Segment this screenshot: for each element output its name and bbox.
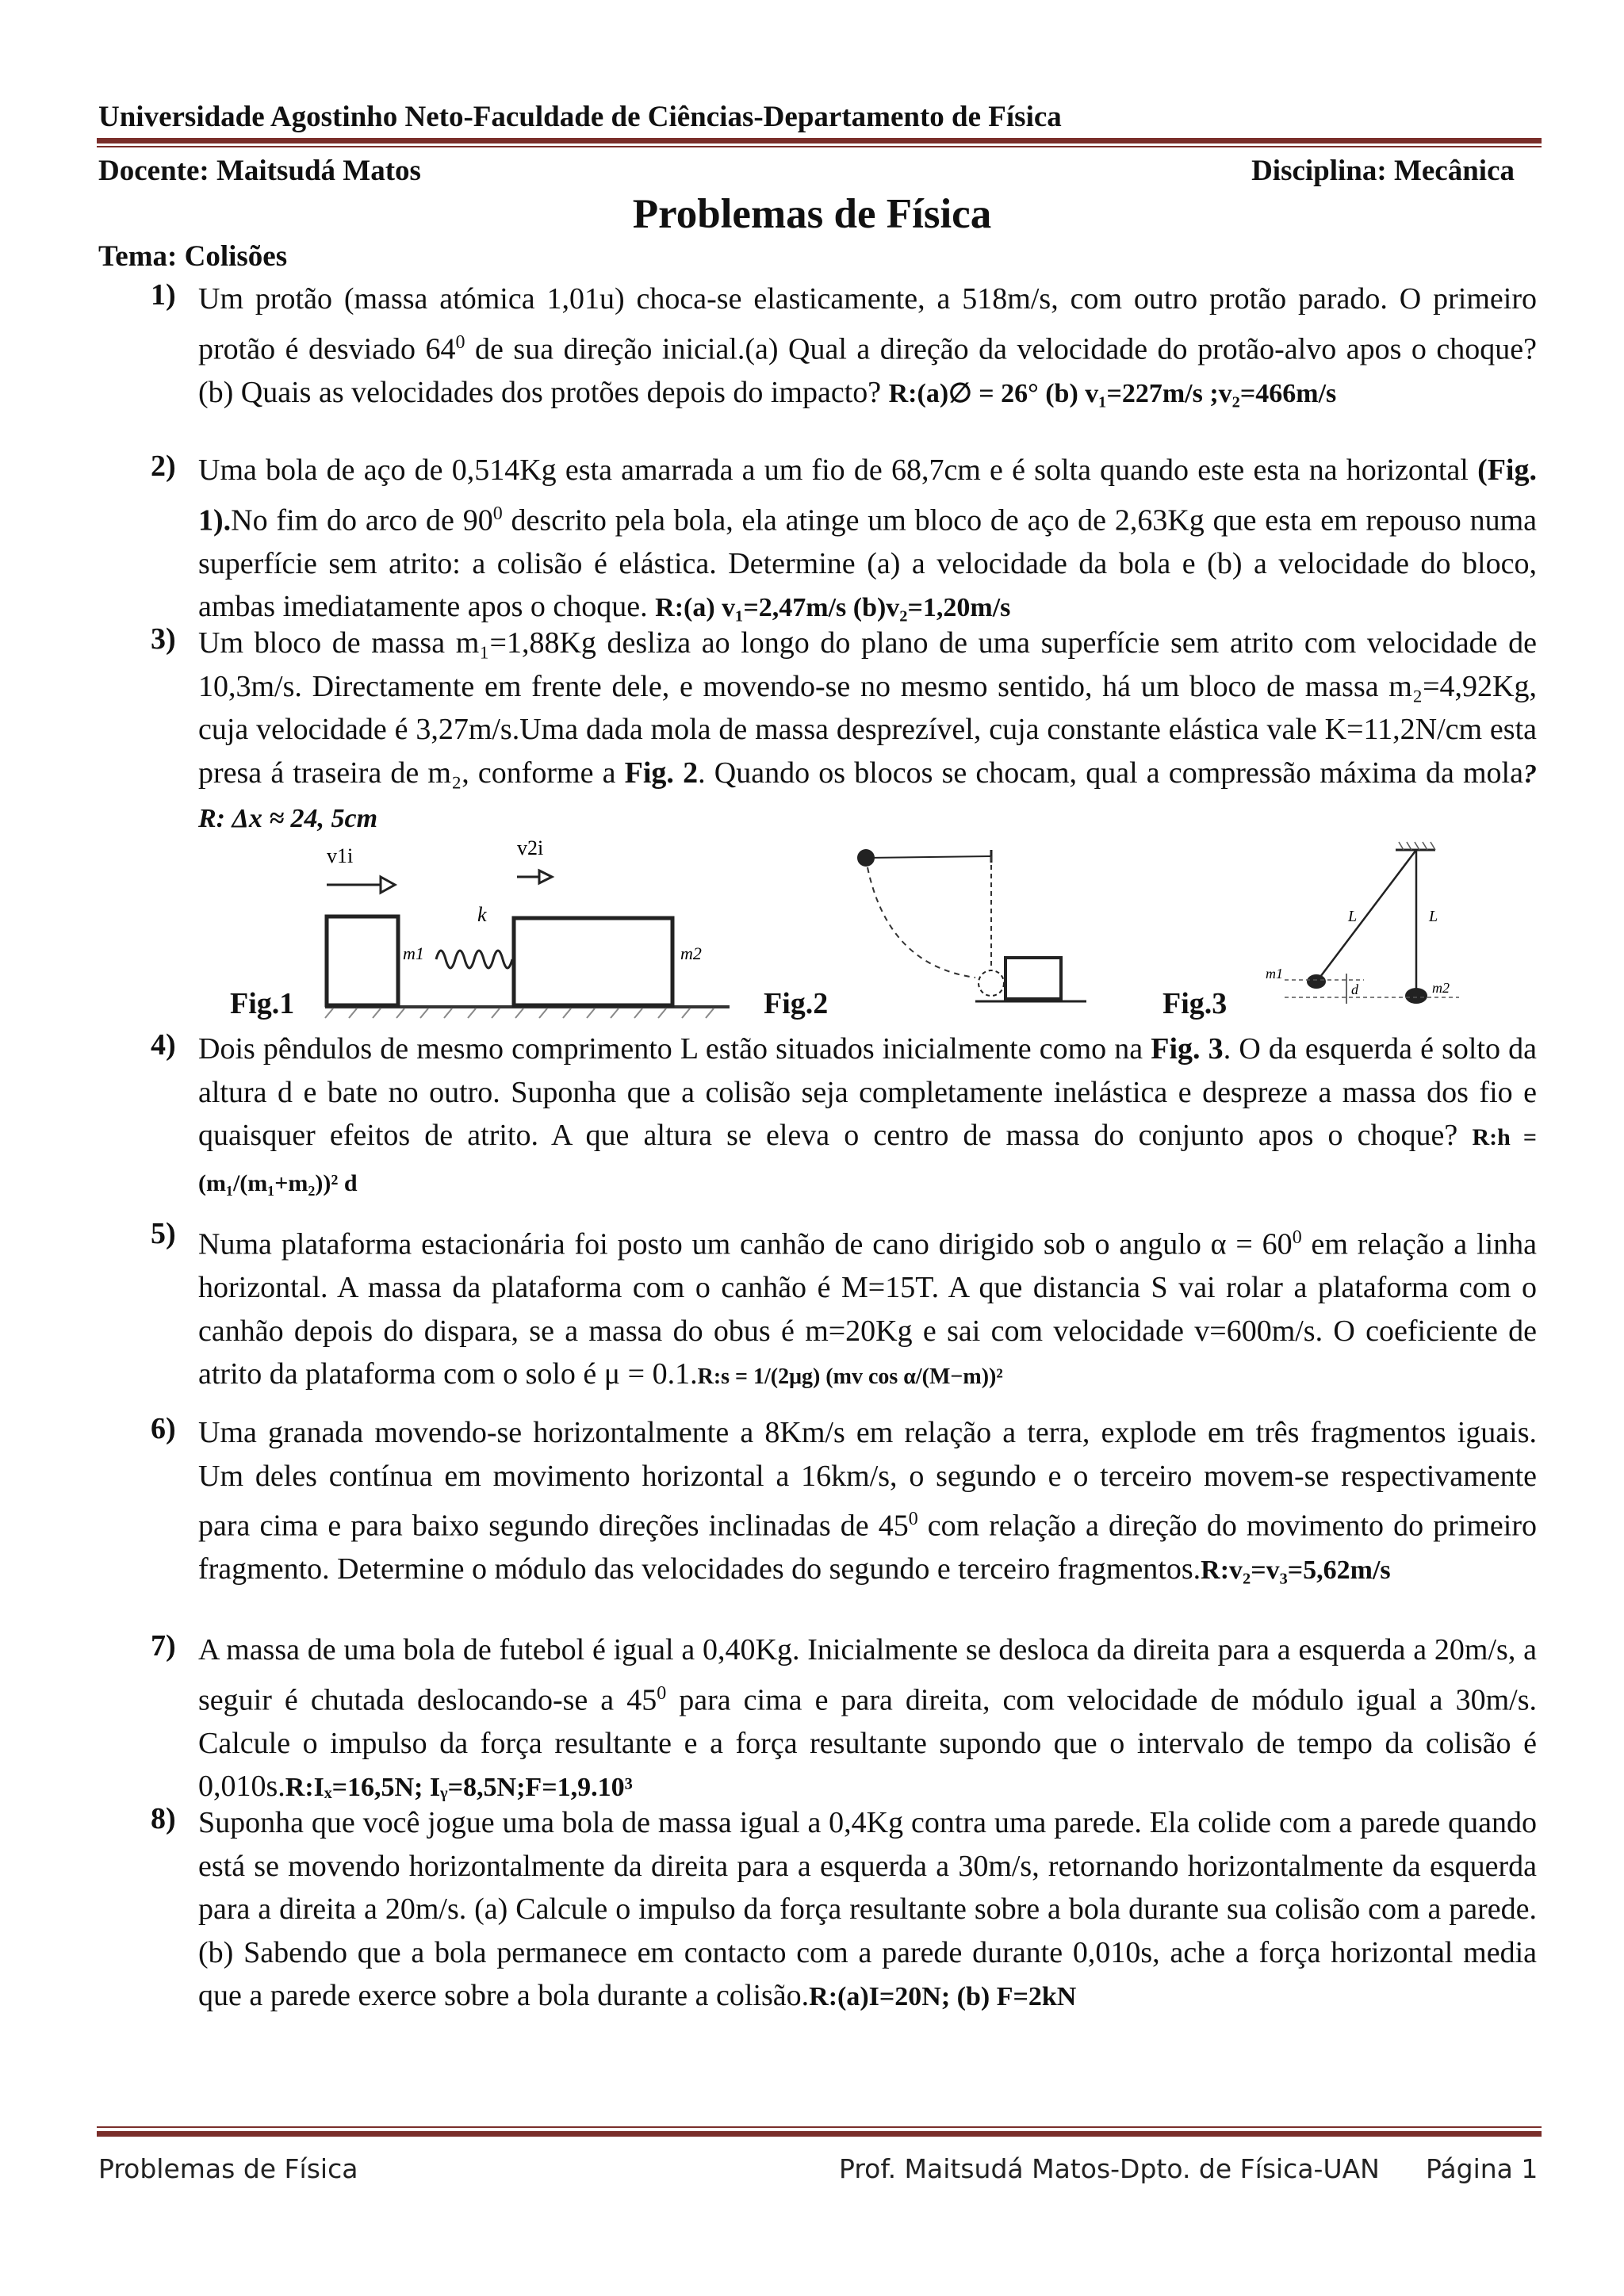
problem-4-text: Dois pêndulos de mesmo comprimento L estão situados inicialmente como na Fig. 3. O da esquerda é solto da altura d e bate no outro. Suponha que a colisão seja completamente inelástica e despreze a massa dos fio e quaisquer efeitos de atrito. A que altura se eleva o centro de massa do conjunto apos o choque? R:h = (m₁/(m₁+m₂))² d: [198, 1032, 1538, 1196]
problem-number: 3): [151, 622, 176, 656]
problem-5-text: Numa plataforma estacionária foi posto um canhão de cano dirigido sob o angulo $\alpha = 60^0$ em relação a linha horizontal. A massa da plataforma com o canhão é M=15T. A que distancia S vai rolar a plataforma com o canhão depois do dispara, se a massa do obus é m=20Kg e sai com velocidade v=600m/s. O coeficiente de atrito da plataforma com o solo é μ = 0.1.R:s = 1/(2μg) (mv cos α/(M−m))²: [198, 1227, 1537, 1391]
problem-number: 4): [151, 1028, 176, 1062]
fig1-label: Fig.1: [230, 987, 295, 1020]
L-left-label: L: [1348, 908, 1358, 925]
problem-7-text: A massa de uma bola de futebol é igual a 0,40Kg. Inicialmente se desloca da direita para a esquerda a 20m/s, a seguir é chutada deslocando-se a $45^0$ para cima e para direita, com velocidade de módulo igual a 30m/s. Calcule o impulso da força resultante e a força resultante supondo que o intervalo de tempo da colisão é 0,010s.R:Iₓ=16,5N; Iᵧ=8,5N;F=1,9.10³: [198, 1633, 1537, 1804]
fig2-label: Fig.2: [764, 987, 829, 1020]
answer: R:h = (m₁/(m₁+m₂))² d: [198, 1124, 1538, 1196]
ball-final: [979, 970, 1004, 996]
header-rule: [97, 138, 1542, 144]
answer: ? R: Δx ≈ 24, 5cm: [198, 759, 1537, 833]
problem-1-text: Um protão (massa atómica 1,01u) choca-se elasticamente, a 518m/s, com outro protão parado. O primeiro protão é desviado $64^0$ de sua direção inicial.(a) Qual a direção da velocidade do protão-alvo apos o choque? (b) Quais as velocidades dos protões depois do impacto? R:(a)∅ = 26° (b) v₁=227m/s ;v₂=466m/s: [198, 282, 1537, 409]
problem-2-text: Uma bola de aço de 0,514Kg esta amarrada a um fio de 68,7cm e é solta quando este esta na horizontal (Fig. 1).No fim do arco de $90^0$ descrito pela bola, ela atinge um bloco de aço de 2,63Kg que esta em repouso numa superfície sem atrito: a colisão é elástica. Determine (a) a velocidade da bola e (b) a velocidade do bloco, ambas imediatamente apos o choque. R:(a) v₁=2,47m/s (b)v₂=1,20m/s: [198, 453, 1537, 624]
answer: R:s = 1/(2μg) (mv cos α/(M−m))²: [697, 1364, 1003, 1390]
L-right-label: L: [1429, 908, 1438, 925]
ball-initial: [857, 849, 875, 867]
problem-number: 6): [151, 1412, 176, 1445]
answer: R:Iₓ=16,5N; Iᵧ=8,5N;F=1,9.10³: [285, 1773, 633, 1803]
m1-label: m1: [1266, 966, 1283, 982]
footer-rule: [97, 2131, 1542, 2137]
m2-label: m2: [680, 943, 702, 963]
answer: R:(a) v₁=2,47m/s (b)v₂=1,20m/s: [655, 593, 1011, 623]
m1-label: m1: [403, 943, 424, 963]
topic-heading: Tema: Colisões: [98, 240, 288, 273]
footer-author: Prof. Maitsudá Matos-Dpto. de Física-UAN: [839, 2153, 1380, 2184]
problem-6-text: Uma granada movendo-se horizontalmente a 8Km/s em relação a terra, explode em três fragmentos iguais. Um deles contínua em movimento horizontal a 16km/s, o segundo e o terceiro movem-se respectivamente para cima e para baixo segundo direções inclinadas de $45^0$ com relação a direção do movimento do primeiro fragmento. Determine o módulo das velocidades do segundo e terceiro fragmentos.R:v₂=v₃=5,62m/s: [198, 1416, 1537, 1586]
discipline-name: Disciplina: Mecânica: [1251, 155, 1515, 187]
v1-label: v1i: [327, 844, 354, 867]
block-m2: [514, 918, 672, 1005]
block-m1: [327, 916, 398, 1005]
steel-block: [1005, 958, 1061, 999]
answer: R:(a)∅ = 26° (b) v₁=227m/s ;v₂=466m/s: [888, 378, 1337, 408]
mass-m1: [1307, 974, 1326, 989]
institution-header: Universidade Agostinho Neto-Faculdade de Ciências-Departamento de Física: [98, 101, 1062, 133]
spring: [436, 951, 512, 968]
mass-m2: [1405, 988, 1427, 1004]
problem-3-text: Um bloco de massa m₁=1,88Kg desliza ao longo do plano de uma superfície sem atrito com velocidade de 10,3m/s. Directamente em frente dele, e movendo-se no mesmo sentido, há um bloco de massa m₂=4,92Kg, cuja velocidade é 3,27m/s.Uma dada mola de massa desprezível, cuja constante elástica vale K=11,2N/cm esta presa á traseira de m₂, conforme a Fig. 2. Quando os blocos se chocam, qual a compressão máxima da mola? R: Δx ≈ 24, 5cm: [198, 626, 1537, 833]
answer: R:v₂=v₃=5,62m/s: [1201, 1556, 1391, 1586]
problem-number: 8): [151, 1802, 176, 1835]
header-rule-thin: [97, 146, 1542, 147]
fig2-diagram: [856, 847, 1118, 1013]
v2-label: v2i: [517, 840, 544, 859]
m2-label: m2: [1432, 980, 1450, 996]
page-number: Página 1: [1426, 2153, 1538, 2184]
problem-number: 1): [151, 278, 176, 312]
fig3-label: Fig.3: [1162, 987, 1228, 1020]
problem-number: 5): [151, 1217, 176, 1250]
answer: R:(a)I=20N; (b) F=2kN: [809, 1982, 1077, 2011]
fig1-diagram: [301, 840, 745, 1023]
footer-title: Problemas de Física: [98, 2153, 358, 2184]
d-label: d: [1351, 982, 1358, 997]
problem-number: 2): [151, 450, 176, 483]
problem-number: 7): [151, 1629, 176, 1663]
fig3-diagram: [1253, 839, 1491, 1013]
k-label: k: [477, 903, 487, 926]
footer-rule-thin: [97, 2126, 1542, 2128]
page-title: Problemas de Física: [632, 191, 992, 237]
problem-8-text: Suponha que você jogue uma bola de massa igual a 0,4Kg contra uma parede. Ela colide com a parede quando está se movendo horizontalmente da direita para a esquerda a 30m/s, retornando horizontalmente da esquerda para a direita a 20m/s. (a) Calcule o impulso da força resultante sobre a bola durante sua colisão com a parede. (b) Sabendo que a bola permanece em contacto com a parede durante 0,010s, ache a força horizontal media que a parede exerce sobre a bola durante a colisão.R:(a)I=20N; (b) F=2kN: [198, 1806, 1537, 2012]
teacher-name: Docente: Maitsudá Matos: [98, 155, 421, 187]
